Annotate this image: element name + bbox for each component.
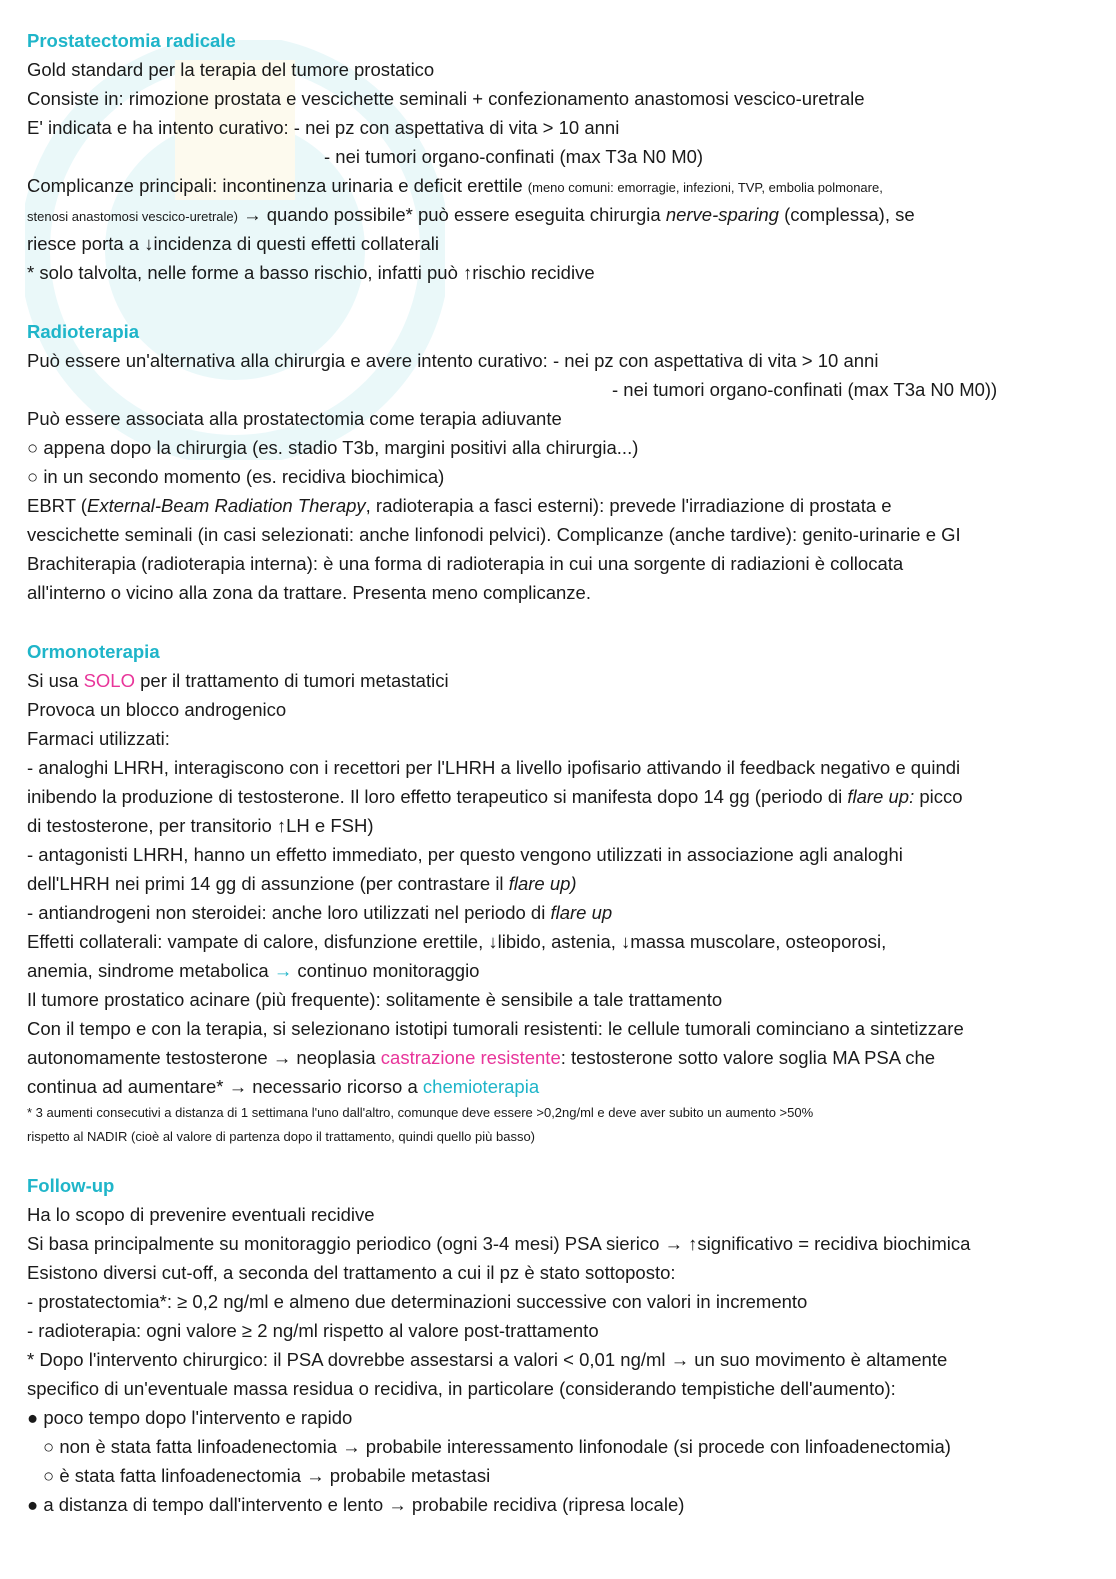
- section-title-radioterapia: Radioterapia: [27, 321, 140, 342]
- footnote-line: * solo talvolta, nelle forme a basso rischio, infatti può ↑rischio recidive: [27, 262, 595, 283]
- text-line: E' indicata e ha intento curativo: - nei pz con aspettativa di vita > 10 anni: [27, 117, 620, 138]
- text-line: Consiste in: rimozione prostata e vescichette seminali + confezionamento anastomosi vescico-uretrale: [27, 88, 865, 109]
- text-line: Effetti collaterali: vampate di calore, disfunzione erettile, ↓libido, astenia, ↓massa muscolare, osteoporosi,: [27, 931, 887, 952]
- text-line: riesce porta a ↓incidenza di questi effetti collaterali: [27, 233, 440, 254]
- text-line: Gold standard per la terapia del tumore prostatico: [27, 59, 435, 80]
- document-page: [27, 26, 1089, 1519]
- text-line: Esistono diversi cut-off, a seconda del trattamento a cui il pz è stato sottoposto:: [27, 1262, 676, 1283]
- text-line: - nei tumori organo-confinati (max T3a N0 M0)): [612, 379, 998, 400]
- text-line: - antagonisti LHRH, hanno un effetto immediato, per questo vengono utilizzati in associazione agli analoghi: [27, 844, 903, 865]
- text-line: Può essere associata alla prostatectomia come terapia adiuvante: [27, 408, 562, 429]
- footnote-line: * 3 aumenti consecutivi a distanza di 1 settimana l'uno dall'altro, comunque deve essere >0,2ng/ml e deve aver subito un aumento >50%: [27, 1105, 814, 1120]
- text-line: Ha lo scopo di prevenire eventuali recidive: [27, 1204, 375, 1225]
- text-line: Complicanze principali: incontinenza urinaria e deficit erettile (meno comuni: emorragie, infezioni, TVP, embolia polmonare,: [27, 175, 883, 196]
- text-line: di testosterone, per transitorio ↑LH e FSH): [27, 815, 374, 836]
- text-line: Il tumore prostatico acinare (più frequente): solitamente è sensibile a tale trattamento: [27, 989, 723, 1010]
- list-item: ○ in un secondo momento (es. recidiva biochimica): [27, 466, 445, 487]
- text-line: - analoghi LHRH, interagiscono con i recettori per l'LHRH a livello ipofisario attivando il feedback negativo e quindi: [27, 757, 961, 778]
- list-item: ● poco tempo dopo l'intervento e rapido: [27, 1407, 353, 1428]
- text-line: autonomamente testosterone → neoplasia castrazione resistente: testosterone sotto valore soglia MA PSA che: [27, 1047, 936, 1068]
- text-line: - antiandrogeni non steroidei: anche loro utilizzati nel periodo di flare up: [27, 902, 613, 923]
- list-item: ○ non è stata fatta linfoadenectomia → probabile interessamento linfonodale (si procede con linfoadenectomia): [43, 1436, 951, 1457]
- text-line: vescichette seminali (in casi selezionati: anche linfonodi pelvici). Complicanze (anche tardive): genito-urinarie e GI: [27, 524, 961, 545]
- section-title-prostatectomia: Prostatectomia radicale: [27, 30, 236, 51]
- text-line: Si usa SOLO per il trattamento di tumori metastatici: [27, 670, 449, 691]
- text-line: all'interno o vicino alla zona da trattare. Presenta meno complicanze.: [27, 582, 591, 603]
- text-line: Farmaci utilizzati:: [27, 728, 170, 749]
- text-line: specifico di un'eventuale massa residua o recidiva, in particolare (considerando tempistiche dell'aumento):: [27, 1378, 896, 1399]
- text-line: - radioterapia: ogni valore ≥ 2 ng/ml rispetto al valore post-trattamento: [27, 1320, 599, 1341]
- text-line: Può essere un'alternativa alla chirurgia e avere intento curativo: - nei pz con aspettativa di vita > 10 anni: [27, 350, 879, 371]
- text-line: Brachiterapia (radioterapia interna): è una forma di radioterapia in cui una sorgente di radiazioni è collocata: [27, 553, 904, 574]
- list-item: ● a distanza di tempo dall'intervento e lento → probabile recidiva (ripresa locale): [27, 1494, 685, 1515]
- list-item: ○ è stata fatta linfoadenectomia → probabile metastasi: [43, 1465, 491, 1486]
- text-line: Con il tempo e con la terapia, si selezionano istotipi tumorali resistenti: le cellule tumorali cominciano a sintetizzare: [27, 1018, 964, 1039]
- text-line: inibendo la produzione di testosterone. Il loro effetto terapeutico si manifesta dopo 14 gg (periodo di flare up: picco: [27, 786, 963, 807]
- text-line: stenosi anastomosi vescico-uretrale) → quando possibile* può essere eseguita chirurgia nerve-sparing (complessa), se: [27, 204, 915, 225]
- text-line: continua ad aumentare* → necessario ricorso a chemioterapia: [27, 1076, 540, 1097]
- text-line: EBRT (External-Beam Radiation Therapy, radioterapia a fasci esterni): prevede l'irradiazione di prostata e: [27, 495, 892, 516]
- text-line: Si basa principalmente su monitoraggio periodico (ogni 3-4 mesi) PSA sierico → ↑significativo = recidiva biochimica: [27, 1233, 971, 1254]
- text-line: - nei tumori organo-confinati (max T3a N0 M0): [324, 146, 704, 167]
- list-item: ○ appena dopo la chirurgia (es. stadio T3b, margini positivi alla chirurgia...): [27, 437, 639, 458]
- section-title-ormonoterapia: Ormonoterapia: [27, 641, 160, 662]
- text-line: Provoca un blocco androgenico: [27, 699, 287, 720]
- text-line: - prostatectomia*: ≥ 0,2 ng/ml e almeno due determinazioni successive con valori in incremento: [27, 1291, 808, 1312]
- text-line: anemia, sindrome metabolica → continuo monitoraggio: [27, 960, 480, 981]
- text-line: dell'LHRH nei primi 14 gg di assunzione (per contrastare il flare up): [27, 873, 577, 894]
- text-line: * Dopo l'intervento chirurgico: il PSA dovrebbe assestarsi a valori < 0,01 ng/ml → un suo movimento è altamente: [27, 1349, 948, 1370]
- section-title-follow-up: Follow-up: [27, 1175, 115, 1196]
- footnote-line: rispetto al NADIR (cioè al valore di partenza dopo il trattamento, quindi quello più basso): [27, 1129, 535, 1144]
